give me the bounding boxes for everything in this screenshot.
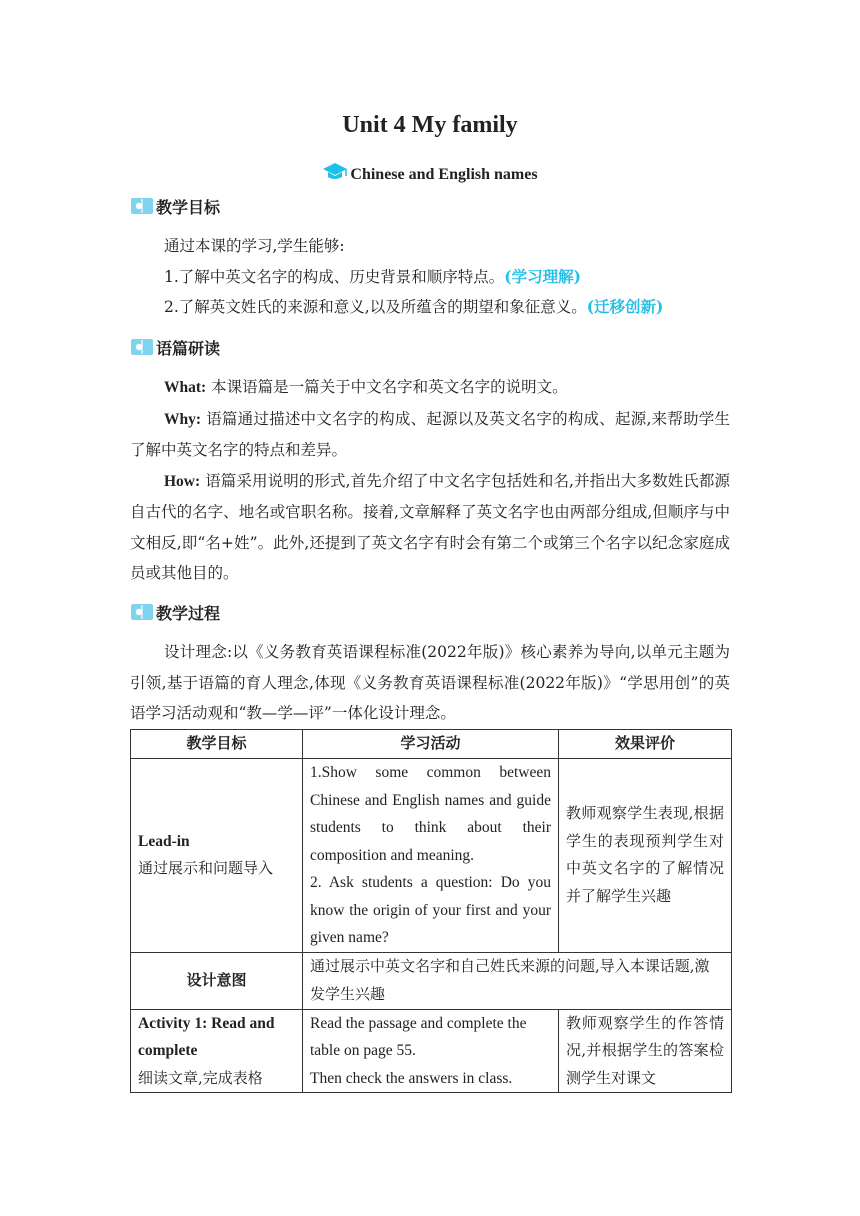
analysis-block xyxy=(130,372,730,589)
row1-activity-cell xyxy=(303,759,559,953)
row2-label-cell: 设计意图 xyxy=(131,952,303,1009)
section-heading-text: 教学目标 xyxy=(156,197,221,217)
what-label: What: xyxy=(164,379,207,396)
table-header-evaluation: 效果评价 xyxy=(559,730,732,759)
row3-goal-text: 细读文章,完成表格 xyxy=(138,1068,263,1087)
row1-activity-1: 1.Show some common between Chinese and English names and guide students to think about their composition and meaning. xyxy=(310,764,551,864)
goals-block xyxy=(130,231,730,323)
goal-1-tag: (学习理解) xyxy=(504,266,581,286)
row1-goal-text: 通过展示和问题导入 xyxy=(138,859,274,878)
section-heading-text-analysis xyxy=(130,335,220,359)
goal-2-text: 2.了解英文姓氏的来源和意义,以及所蕴含的期望和象征意义。 xyxy=(164,298,587,316)
table-row xyxy=(131,759,732,953)
section-book-icon xyxy=(130,602,154,622)
design-concept-paragraph: 设计理念:以《义务教育英语课程标准(2022年版)》核心素养为导向,以单元主题为引领,基于语篇的育人理念,体现《义务教育英语课程标准(2022年版)》“学思用创”的英语学习活动观和“教—学—评”一体化设计理念。 xyxy=(130,643,730,722)
table-row xyxy=(131,1009,732,1093)
row3-activity-2: Then check the answers in class. xyxy=(310,1069,513,1087)
row1-goal-cell xyxy=(131,759,303,953)
why-label: Why: xyxy=(164,410,202,428)
row3-evaluation-cell: 教师观察学生的作答情况,并根据学生的答案检测学生对课文 xyxy=(559,1009,732,1093)
how-label: How: xyxy=(164,472,201,490)
graduation-cap-icon xyxy=(322,162,348,187)
why-text: 语篇通过描述中文名字的构成、起源以及英文名字的构成、起源,来帮助学生了解中英文名字的特点和差异。 xyxy=(130,409,730,459)
row3-activity-1: Read the passage and complete the table on page 55. xyxy=(310,1014,527,1059)
goals-intro: 通过本课的学习,学生能够: xyxy=(164,237,345,255)
row2-text-cell: 通过展示中英文名字和自己姓氏来源的问题,导入本课话题,激发学生兴趣 xyxy=(303,952,732,1009)
what-text: 本课语篇是一篇关于中文名字和英文名字的说明文。 xyxy=(206,378,568,396)
table-row xyxy=(131,952,732,1009)
table-header-goal: 教学目标 xyxy=(131,730,303,759)
goal-2-tag: (迁移创新) xyxy=(586,297,664,316)
section-book-icon xyxy=(130,196,154,216)
how-paragraph xyxy=(130,466,730,589)
lesson-plan-table xyxy=(130,729,732,1093)
row1-goal-title: Lead-in xyxy=(138,832,190,850)
row1-activity-2: 2. Ask students a question: Do you know the origin of your first and your given name? xyxy=(310,874,551,946)
section-book-icon xyxy=(130,337,154,357)
subtitle-text: Chinese and English names xyxy=(350,166,538,183)
section-heading-text: 教学过程 xyxy=(156,603,221,623)
what-paragraph xyxy=(130,372,730,404)
lesson-subtitle xyxy=(0,162,860,187)
row3-activity-cell xyxy=(303,1009,559,1093)
row3-goal-title: Activity 1: Read and complete xyxy=(138,1014,275,1059)
goal-item-1 xyxy=(130,262,730,293)
table-header-activity: 学习活动 xyxy=(303,730,559,759)
row3-goal-cell xyxy=(131,1009,303,1093)
section-heading-goals xyxy=(130,194,220,218)
section-heading-process xyxy=(130,600,220,624)
row1-evaluation-cell: 教师观察学生表现,根据学生的表现预判学生对中英文名字的了解情况并了解学生兴趣 xyxy=(559,759,732,953)
design-concept-block xyxy=(130,637,730,729)
page-title: Unit 4 My family xyxy=(342,112,518,138)
goal-1-text: 1.了解中英文名字的构成、历史背景和顺序特点。 xyxy=(164,267,505,286)
how-text: 语篇采用说明的形式,首先介绍了中文名字包括姓和名,并指出大多数姓氏都源自古代的名字、地名或官职名称。接着,文章解释了英文名字也由两部分组成,但顺序与中文相反,即“名+姓”。此外,还提到了英文名字有时会有第二个或第三个名字以纪念家庭成员或其他目的。 xyxy=(130,471,730,582)
table-header-row xyxy=(131,730,732,759)
goal-item-2 xyxy=(130,292,730,323)
why-paragraph xyxy=(130,404,730,466)
section-heading-text: 语篇研读 xyxy=(156,338,221,358)
